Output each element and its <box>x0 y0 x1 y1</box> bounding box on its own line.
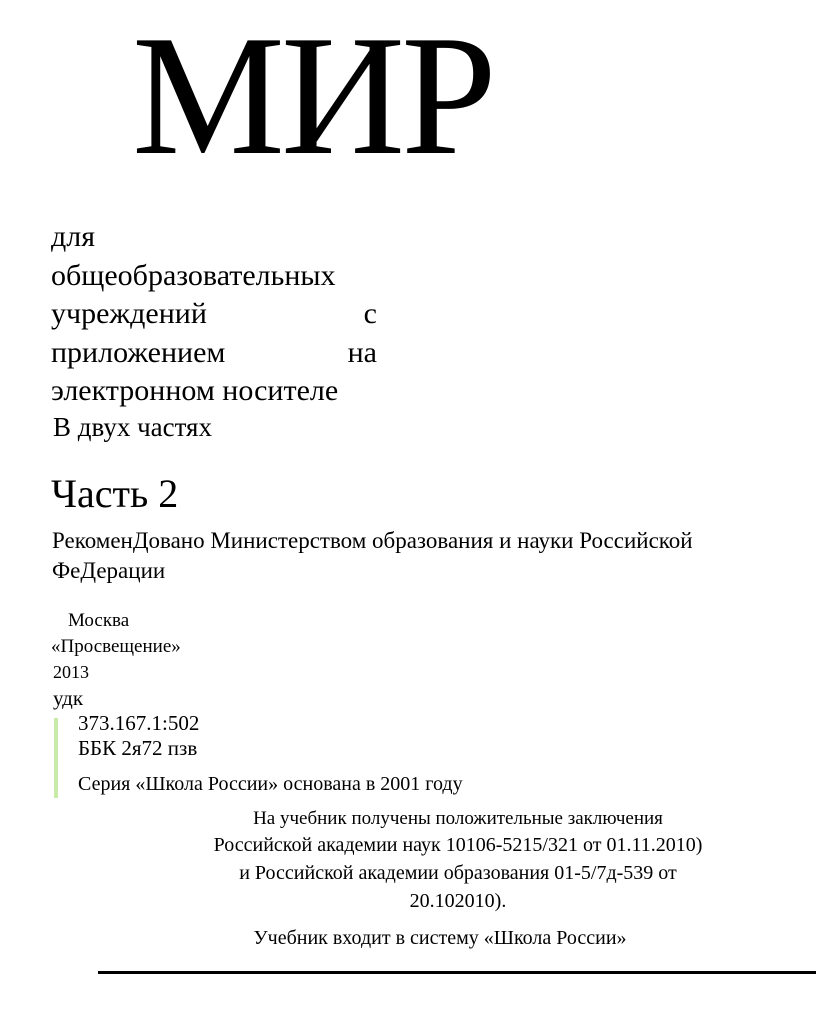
purpose-word: учреждений <box>51 297 207 330</box>
udc-code: 373.167.1:502 <box>78 711 200 735</box>
review-line: На учебник получены положительные заключения <box>253 808 663 829</box>
purpose-line: общеобразовательных <box>51 258 336 292</box>
reviews <box>100 807 816 913</box>
purpose-line: для <box>51 220 96 253</box>
review-line: Российской академии наук 10106-5215/321 от 01.11.2010) <box>213 834 703 856</box>
system-note: Учебник входит в систему «Школа России» <box>253 927 627 949</box>
recommendation-line: ФеДерации <box>52 558 166 583</box>
purpose-block <box>51 218 377 411</box>
publisher-name: «Просвещение» <box>51 636 181 657</box>
purpose-word: на <box>347 335 377 369</box>
review-line: и Российской академии образования 01-5/7д-539 от <box>239 862 677 884</box>
part-label: Часть 2 <box>51 471 179 516</box>
review-line: 20.102010). <box>409 890 507 912</box>
recommendation <box>52 526 752 586</box>
publisher-city: Москва <box>68 610 130 631</box>
purpose-row <box>51 334 377 373</box>
book-title: МИР <box>132 1 493 191</box>
parts-note: В двух частях <box>53 412 212 442</box>
series-note: Серия «Школа России» основана в 2001 году <box>78 773 463 795</box>
purpose-row <box>51 295 377 334</box>
side-bar <box>54 718 58 798</box>
recommendation-line: РекоменДовано Министерством образования и науки Российской <box>52 528 693 553</box>
udc-label: удк <box>53 686 84 710</box>
footer-rule <box>98 971 816 974</box>
purpose-word: приложением <box>51 335 226 369</box>
bbk-code: ББК 2я72 пзв <box>78 736 198 760</box>
purpose-line: электронном носителе <box>51 374 339 407</box>
purpose-word: с <box>363 297 377 330</box>
publisher-year: 2013 <box>53 662 89 682</box>
